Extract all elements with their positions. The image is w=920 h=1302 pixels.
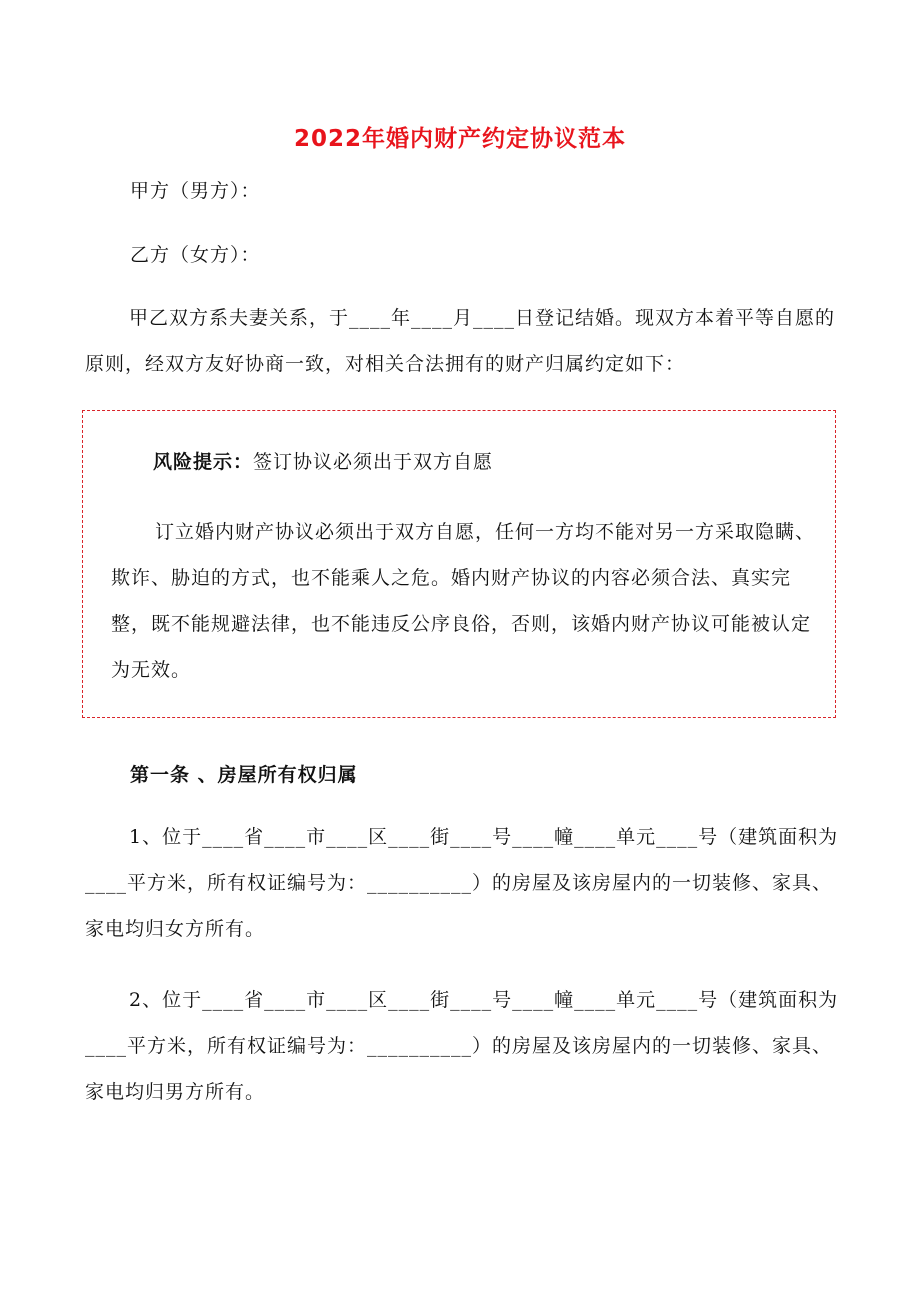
party-b-line: 乙方（女方）：	[130, 244, 261, 266]
intro-paragraph: 甲乙双方系夫妻关系，于____年____月____日登记结婚。现双方本着平等自愿的原则，经双方友好协商一致，对相关合法拥有的财产归属约定如下：	[85, 307, 836, 375]
risk-notice-box	[82, 410, 836, 718]
clause-1-paragraph: 1、位于____省____市____区____街____号____幢____单元____号（建筑面积为____平方米，所有权证编号为：__________）的房屋及该房屋内的一切装修、家具、家电均归女方所有。	[85, 826, 839, 940]
clause-2-paragraph: 2、位于____省____市____区____街____号____幢____单元____号（建筑面积为____平方米，所有权证编号为：__________）的房屋及该房屋内的一切装修、家具、家电均归男方所有。	[85, 989, 839, 1103]
party-a-line: 甲方（男方）：	[130, 180, 261, 202]
risk-notice-heading	[153, 447, 493, 474]
document-title: 2022年婚内财产约定协议范本	[293, 126, 626, 152]
section-heading: 第一条 、房屋所有权归属	[130, 764, 358, 786]
risk-notice-label: 风险提示：	[153, 451, 254, 473]
risk-notice-body: 订立婚内财产协议必须出于双方自愿，任何一方均不能对另一方采取隐瞒、欺诈、胁迫的方式，也不能乘人之危。婚内财产协议的内容必须合法、真实完整，既不能规避法律，也不能违反公序良俗，否则，该婚内财产协议可能被认定为无效。	[111, 521, 816, 681]
risk-notice-headline: 签订协议必须出于双方自愿	[253, 451, 494, 473]
